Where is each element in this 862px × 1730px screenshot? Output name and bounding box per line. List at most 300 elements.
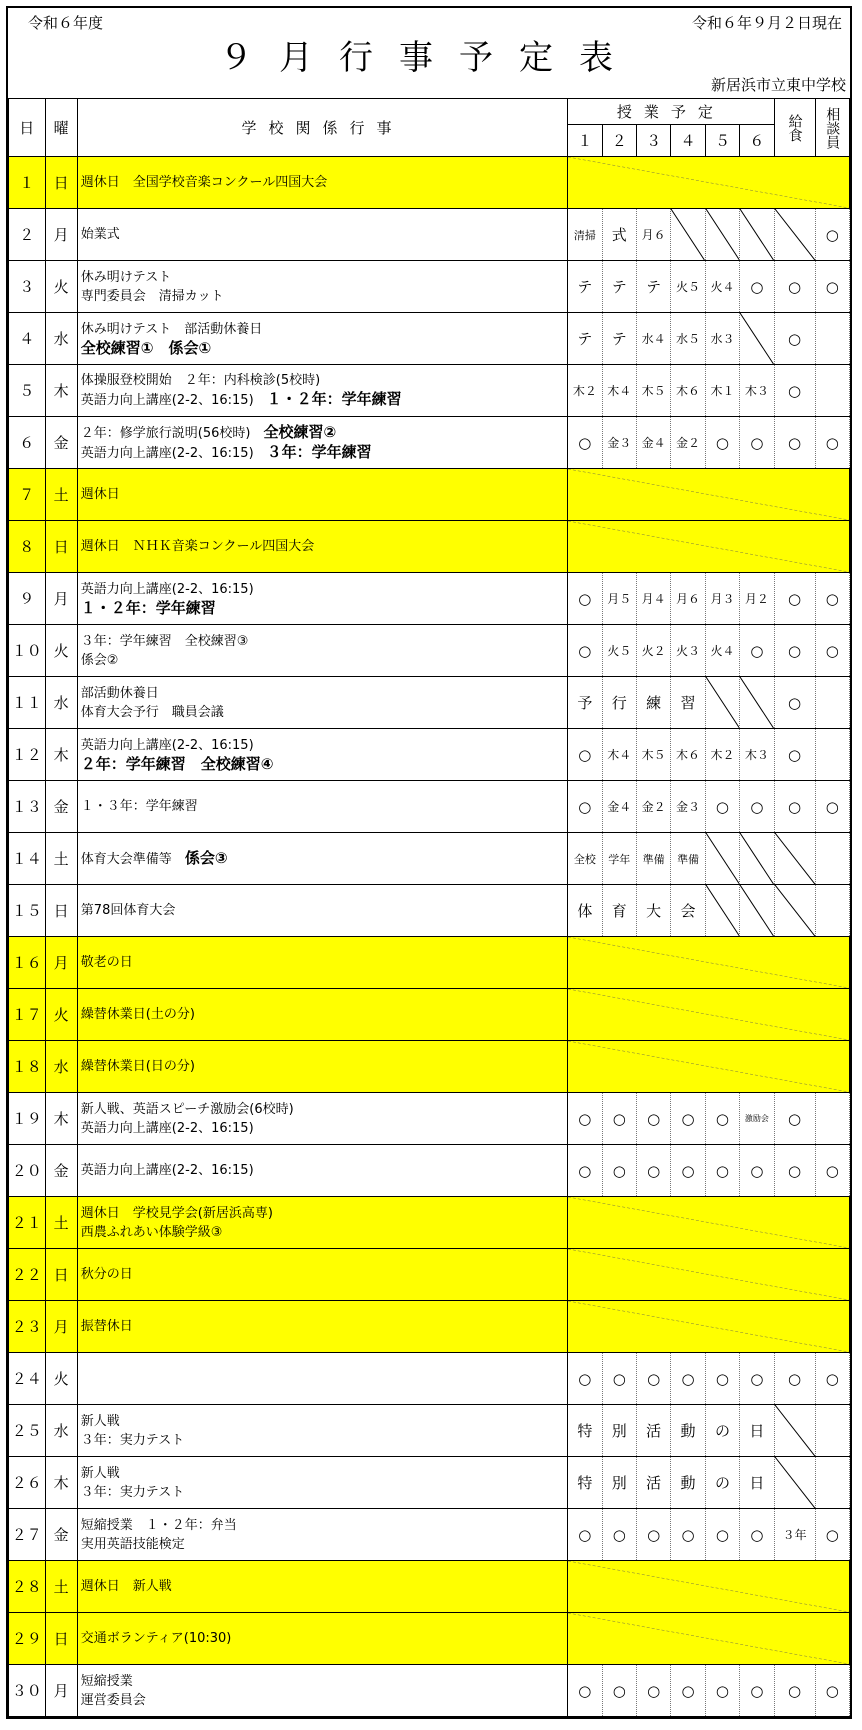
row-weekday: 木 <box>45 1457 77 1509</box>
table-row <box>9 261 850 313</box>
holiday-no-class <box>568 1613 850 1665</box>
event-line: 部活動休養日 <box>80 685 159 701</box>
event-line: 第78回体育大会 <box>80 903 176 918</box>
period-1: ○ <box>568 625 602 677</box>
period-4: 火５ <box>671 261 705 313</box>
period-5 <box>705 833 739 885</box>
table-row <box>9 989 850 1041</box>
event-line: 週休日 <box>80 487 120 502</box>
period-4 <box>671 209 705 261</box>
row-weekday: 日 <box>45 157 77 209</box>
row-lunch <box>774 885 815 937</box>
event-line: 繰替休業日(日の分) <box>80 1059 195 1074</box>
table-row <box>9 625 850 677</box>
period-1: 特 <box>568 1405 602 1457</box>
period-4: 水５ <box>671 313 705 365</box>
period-1: ○ <box>568 1509 602 1561</box>
period-2: テ <box>602 261 636 313</box>
row-day: ９ <box>9 573 46 625</box>
period-2: 金３ <box>602 417 636 469</box>
period-6: ○ <box>740 1665 774 1717</box>
row-counselor: ○ <box>815 573 849 625</box>
header-counselor <box>815 99 849 157</box>
event-line: 新人戦 <box>80 1413 120 1429</box>
header-dow: 曜 <box>45 99 77 157</box>
period-3: 火２ <box>636 625 670 677</box>
period-4: ○ <box>671 1093 705 1145</box>
event-line: ３年：実力テスト <box>80 1432 185 1448</box>
row-weekday: 金 <box>45 1509 77 1561</box>
row-counselor: ○ <box>815 1353 849 1405</box>
period-3: テ <box>636 261 670 313</box>
header-period-2: ２ <box>602 125 636 157</box>
holiday-no-class <box>568 937 850 989</box>
row-events <box>77 417 567 469</box>
table-row <box>9 1405 850 1457</box>
event-line: 全校練習① 係会① <box>80 338 212 357</box>
row-day: ２１ <box>9 1197 46 1249</box>
row-lunch: ○ <box>774 781 815 833</box>
row-counselor <box>815 729 849 781</box>
row-weekday: 月 <box>45 1665 77 1717</box>
event-line: 短縮授業 <box>80 1673 133 1689</box>
event-line: 休み明けテスト <box>80 269 172 285</box>
period-5: ○ <box>705 1509 739 1561</box>
period-1: テ <box>568 261 602 313</box>
row-counselor <box>815 1093 849 1145</box>
row-day: ２３ <box>9 1301 46 1353</box>
row-events <box>77 625 567 677</box>
period-2: ○ <box>602 1665 636 1717</box>
period-2: 金４ <box>602 781 636 833</box>
period-2: 式 <box>602 209 636 261</box>
row-day: ３０ <box>9 1665 46 1717</box>
period-1: ○ <box>568 573 602 625</box>
event-line: １・２年：学年練習 <box>80 598 216 617</box>
row-weekday: 火 <box>45 625 77 677</box>
table-row <box>9 521 850 573</box>
event-line: ２年：修学旅行説明(56校時) 全校練習② <box>80 422 337 441</box>
row-weekday: 火 <box>45 1353 77 1405</box>
period-1: ○ <box>568 1093 602 1145</box>
period-3: 練 <box>636 677 670 729</box>
event-line: 交通ボランティア(10:30) <box>80 1631 232 1646</box>
row-day: １ <box>9 157 46 209</box>
page-title: ９月行事予定表 <box>219 38 639 78</box>
period-4: 動 <box>671 1457 705 1509</box>
period-3: ○ <box>636 1509 670 1561</box>
holiday-no-class <box>568 989 850 1041</box>
row-weekday: 火 <box>45 989 77 1041</box>
row-lunch: ○ <box>774 625 815 677</box>
holiday-no-class <box>568 521 850 573</box>
row-events <box>77 1613 567 1665</box>
period-6: 木３ <box>740 729 774 781</box>
event-line: 休み明けテスト 部活動休養日 <box>80 321 263 337</box>
row-lunch: ○ <box>774 1353 815 1405</box>
event-line: 体育大会予行 職員会議 <box>80 704 224 720</box>
row-events <box>77 989 567 1041</box>
period-4: 木６ <box>671 365 705 417</box>
table-row <box>9 1665 850 1717</box>
period-6 <box>740 885 774 937</box>
row-weekday: 金 <box>45 1145 77 1197</box>
row-day: １４ <box>9 833 46 885</box>
period-4: 動 <box>671 1405 705 1457</box>
period-6: ○ <box>740 625 774 677</box>
period-6 <box>740 209 774 261</box>
event-line: 週休日 ＮＨＫ音楽コンクール四国大会 <box>80 539 315 554</box>
row-lunch: ○ <box>774 1093 815 1145</box>
period-4: 会 <box>671 885 705 937</box>
event-line: 英語力向上講座(2-2、16:15) <box>80 581 254 597</box>
event-line: 英語力向上講座(2-2、16:15) ３年：学年練習 <box>80 442 372 461</box>
row-weekday: 木 <box>45 365 77 417</box>
period-3: 木５ <box>636 729 670 781</box>
row-day: ６ <box>9 417 46 469</box>
period-4: 火３ <box>671 625 705 677</box>
table-row <box>9 573 850 625</box>
period-6: ○ <box>740 1145 774 1197</box>
row-events <box>77 1041 567 1093</box>
table-row <box>9 781 850 833</box>
row-day: ７ <box>9 469 46 521</box>
period-4: 金２ <box>671 417 705 469</box>
row-day: ２９ <box>9 1613 46 1665</box>
row-weekday: 土 <box>45 833 77 885</box>
table-row <box>9 1301 850 1353</box>
row-events <box>77 729 567 781</box>
row-day: ３ <box>9 261 46 313</box>
row-weekday: 日 <box>45 521 77 573</box>
period-6: ○ <box>740 1509 774 1561</box>
period-2: 学年 <box>602 833 636 885</box>
period-3: ○ <box>636 1665 670 1717</box>
row-events <box>77 1561 567 1613</box>
table-row <box>9 1093 850 1145</box>
event-line: 西農ふれあい体験学級③ <box>80 1224 223 1240</box>
row-weekday: 木 <box>45 729 77 781</box>
period-1: ○ <box>568 1353 602 1405</box>
table-row <box>9 1145 850 1197</box>
row-weekday: 金 <box>45 781 77 833</box>
row-events <box>77 781 567 833</box>
row-events <box>77 573 567 625</box>
period-6: 木３ <box>740 365 774 417</box>
row-events <box>77 157 567 209</box>
row-day: ８ <box>9 521 46 573</box>
period-5: ○ <box>705 1353 739 1405</box>
row-events <box>77 313 567 365</box>
header-lunch <box>774 99 815 157</box>
row-lunch: ○ <box>774 261 815 313</box>
holiday-no-class <box>568 1249 850 1301</box>
period-3: 準備 <box>636 833 670 885</box>
row-counselor <box>815 1405 849 1457</box>
period-3: 活 <box>636 1405 670 1457</box>
period-4: 準備 <box>671 833 705 885</box>
row-counselor: ○ <box>815 781 849 833</box>
row-counselor <box>815 365 849 417</box>
header-events <box>77 99 567 157</box>
header-period-1: １ <box>568 125 602 157</box>
table-row <box>9 677 850 729</box>
table-row <box>9 1457 850 1509</box>
row-events <box>77 209 567 261</box>
row-events <box>77 365 567 417</box>
row-weekday: 金 <box>45 417 77 469</box>
event-line: 繰替休業日(土の分) <box>80 1007 195 1022</box>
period-2: 月５ <box>602 573 636 625</box>
period-1: ○ <box>568 781 602 833</box>
row-events <box>77 885 567 937</box>
row-lunch: ○ <box>774 365 815 417</box>
header-period-6: ６ <box>740 125 774 157</box>
event-line: 係会② <box>80 652 119 668</box>
row-events <box>77 1145 567 1197</box>
period-6: ○ <box>740 417 774 469</box>
table-row <box>9 417 850 469</box>
period-1: ○ <box>568 1665 602 1717</box>
row-day: １９ <box>9 1093 46 1145</box>
event-line: 秋分の日 <box>80 1267 133 1282</box>
row-day: １１ <box>9 677 46 729</box>
row-weekday: 水 <box>45 313 77 365</box>
row-events <box>77 1093 567 1145</box>
event-line: 体育大会準備等 係会③ <box>80 848 228 867</box>
period-6 <box>740 677 774 729</box>
row-weekday: 月 <box>45 937 77 989</box>
row-weekday: 火 <box>45 261 77 313</box>
holiday-no-class <box>568 1197 850 1249</box>
period-5: 木１ <box>705 365 739 417</box>
period-2: 別 <box>602 1457 636 1509</box>
event-line: 敬老の日 <box>80 955 133 970</box>
table-row <box>9 469 850 521</box>
event-line: 英語力向上講座(2-2、16:15) <box>80 1163 254 1178</box>
row-counselor <box>815 833 849 885</box>
schedule-sheet <box>6 6 852 1719</box>
row-day: １３ <box>9 781 46 833</box>
row-day: ２５ <box>9 1405 46 1457</box>
holiday-no-class <box>568 1561 850 1613</box>
row-lunch: ○ <box>774 573 815 625</box>
period-3: 木５ <box>636 365 670 417</box>
header-classes-label: 授業予定 <box>616 103 725 121</box>
row-lunch: ３年 <box>774 1509 815 1561</box>
row-weekday: 水 <box>45 1405 77 1457</box>
period-2: 木４ <box>602 365 636 417</box>
row-day: ５ <box>9 365 46 417</box>
period-5: の <box>705 1457 739 1509</box>
period-5: ○ <box>705 1093 739 1145</box>
row-day: １２ <box>9 729 46 781</box>
period-1: ○ <box>568 1145 602 1197</box>
event-line: 体操服登校開始 ２年：内科検診(5校時) <box>80 373 321 388</box>
period-1: ○ <box>568 729 602 781</box>
row-events <box>77 677 567 729</box>
holiday-no-class <box>568 469 850 521</box>
table-row <box>9 157 850 209</box>
period-4: 金３ <box>671 781 705 833</box>
row-day: ２０ <box>9 1145 46 1197</box>
row-events <box>77 1249 567 1301</box>
period-2: 別 <box>602 1405 636 1457</box>
row-lunch: ○ <box>774 729 815 781</box>
period-2: 火５ <box>602 625 636 677</box>
row-events <box>77 261 567 313</box>
row-weekday: 土 <box>45 469 77 521</box>
period-1: 予 <box>568 677 602 729</box>
period-5: ○ <box>705 417 739 469</box>
period-4: ○ <box>671 1665 705 1717</box>
period-6 <box>740 313 774 365</box>
period-1: 全校 <box>568 833 602 885</box>
row-lunch <box>774 1457 815 1509</box>
period-6: ○ <box>740 1353 774 1405</box>
period-5: ○ <box>705 781 739 833</box>
period-6: ○ <box>740 261 774 313</box>
row-events <box>77 937 567 989</box>
holiday-no-class <box>568 1301 850 1353</box>
row-events <box>77 1665 567 1717</box>
row-day: ２ <box>9 209 46 261</box>
row-day: ２２ <box>9 1249 46 1301</box>
row-weekday: 日 <box>45 885 77 937</box>
event-line: 新人戦、英語スピーチ激励会(6校時) <box>80 1101 294 1117</box>
period-2: 木４ <box>602 729 636 781</box>
event-line: 新人戦 <box>80 1465 120 1481</box>
event-line: ３年：実力テスト <box>80 1484 185 1500</box>
row-counselor <box>815 313 849 365</box>
table-row <box>9 1509 850 1561</box>
period-5 <box>705 885 739 937</box>
row-lunch <box>774 209 815 261</box>
period-5 <box>705 677 739 729</box>
row-counselor: ○ <box>815 1145 849 1197</box>
row-weekday: 木 <box>45 1093 77 1145</box>
period-3: 金４ <box>636 417 670 469</box>
event-line: 専門委員会 清掃カット <box>80 288 224 304</box>
header-period-5: ５ <box>705 125 739 157</box>
row-counselor <box>815 1457 849 1509</box>
event-line: 英語力向上講座(2-2、16:15) <box>80 737 254 753</box>
row-weekday: 土 <box>45 1561 77 1613</box>
period-3: 金２ <box>636 781 670 833</box>
as-of-date: 令和６年９月２日現在 <box>691 14 842 32</box>
row-events <box>77 1301 567 1353</box>
period-6 <box>740 833 774 885</box>
table-row <box>9 1041 850 1093</box>
row-events <box>77 469 567 521</box>
period-1: 清掃 <box>568 209 602 261</box>
row-counselor <box>815 885 849 937</box>
row-day: ４ <box>9 313 46 365</box>
row-day: ２４ <box>9 1353 46 1405</box>
row-events <box>77 1457 567 1509</box>
period-4: 木６ <box>671 729 705 781</box>
period-5: 火４ <box>705 625 739 677</box>
row-weekday: 月 <box>45 1301 77 1353</box>
header-period-3: ３ <box>636 125 670 157</box>
event-line: 振替休日 <box>80 1319 133 1334</box>
period-6: 日 <box>740 1405 774 1457</box>
row-day: １６ <box>9 937 46 989</box>
period-3: 月６ <box>636 209 670 261</box>
period-3: 水４ <box>636 313 670 365</box>
period-5: 木２ <box>705 729 739 781</box>
period-2: テ <box>602 313 636 365</box>
row-events <box>77 1509 567 1561</box>
period-5: ○ <box>705 1665 739 1717</box>
period-4: 習 <box>671 677 705 729</box>
holiday-no-class <box>568 157 850 209</box>
row-counselor: ○ <box>815 417 849 469</box>
row-counselor: ○ <box>815 1509 849 1561</box>
event-line: 週休日 学校見学会(新居浜高専) <box>80 1205 273 1221</box>
row-events <box>77 1197 567 1249</box>
period-3: 大 <box>636 885 670 937</box>
period-5 <box>705 209 739 261</box>
row-lunch <box>774 833 815 885</box>
school-name: 新居浜市立東中学校 <box>710 76 846 94</box>
row-weekday: 水 <box>45 1041 77 1093</box>
row-lunch: ○ <box>774 417 815 469</box>
period-1: 体 <box>568 885 602 937</box>
sheet-header <box>8 8 850 98</box>
period-4: ○ <box>671 1145 705 1197</box>
row-counselor: ○ <box>815 209 849 261</box>
row-lunch: ○ <box>774 1145 815 1197</box>
event-line: ２年：学年練習 全校練習④ <box>80 754 274 773</box>
table-row <box>9 833 850 885</box>
header-counselor-label: 相談員 <box>824 106 841 149</box>
header-day: 日 <box>9 99 46 157</box>
row-day: １８ <box>9 1041 46 1093</box>
table-row <box>9 1561 850 1613</box>
period-6: 月２ <box>740 573 774 625</box>
period-4: ○ <box>671 1509 705 1561</box>
event-line: 週休日 新人戦 <box>80 1579 172 1594</box>
row-day: ２７ <box>9 1509 46 1561</box>
period-2: ○ <box>602 1145 636 1197</box>
period-1: 木２ <box>568 365 602 417</box>
header-classes <box>568 99 775 125</box>
row-lunch <box>774 1405 815 1457</box>
row-day: ２６ <box>9 1457 46 1509</box>
fiscal-year: 令和６年度 <box>28 14 104 32</box>
period-5: ○ <box>705 1145 739 1197</box>
period-1: 特 <box>568 1457 602 1509</box>
row-day: １７ <box>9 989 46 1041</box>
table-row <box>9 937 850 989</box>
row-weekday: 月 <box>45 573 77 625</box>
period-6: 日 <box>740 1457 774 1509</box>
row-weekday: 土 <box>45 1197 77 1249</box>
event-line: 運営委員会 <box>80 1692 146 1708</box>
row-weekday: 水 <box>45 677 77 729</box>
table-row <box>9 313 850 365</box>
period-3: ○ <box>636 1353 670 1405</box>
table-row <box>9 885 850 937</box>
table-row <box>9 365 850 417</box>
table-row <box>9 1249 850 1301</box>
period-2: ○ <box>602 1093 636 1145</box>
row-counselor <box>815 677 849 729</box>
row-counselor: ○ <box>815 1665 849 1717</box>
row-events <box>77 1405 567 1457</box>
period-6: 激励会 <box>740 1093 774 1145</box>
